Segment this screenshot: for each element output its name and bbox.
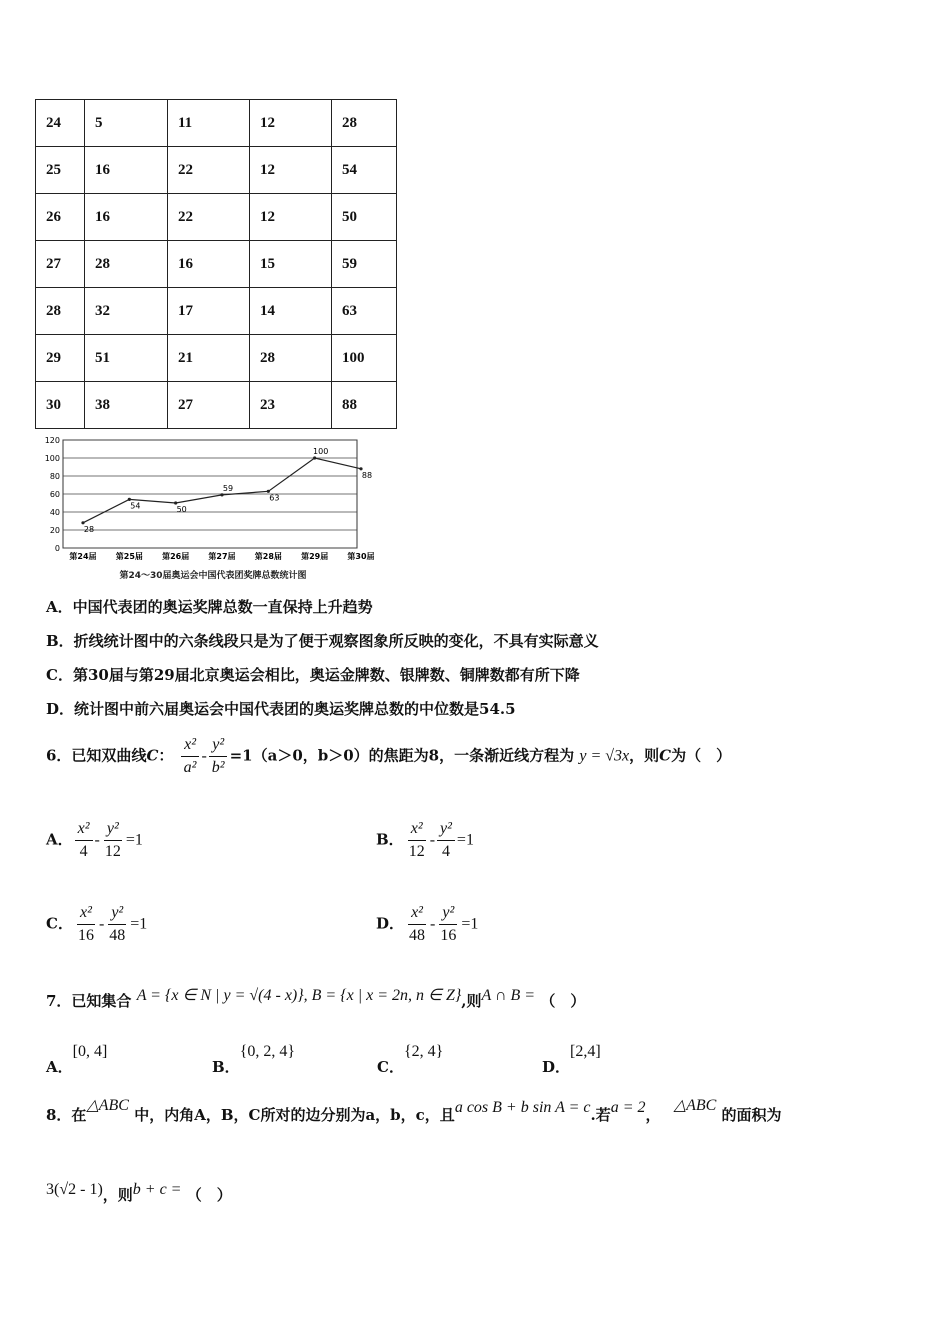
q6-colon: ： xyxy=(158,746,174,765)
chart-x-categories xyxy=(69,551,374,561)
q7-option-d: D．[2,4] xyxy=(542,1043,601,1076)
chart-data-label: 63 xyxy=(269,493,280,503)
q8-expr: b + c = xyxy=(132,1181,182,1198)
q6-option-d: D． $\frac{\text{x²}}{48}$ - $\frac{\text{y²}}{16}$ =1 xyxy=(376,904,479,944)
table-cell: 54 xyxy=(332,147,397,194)
q7-option-b: B．{0, 2, 4} xyxy=(212,1043,296,1076)
q8-mid1: 中，内角A，B，C所对的边分别为a，b，c，且 xyxy=(134,1106,455,1124)
q5-option-d: D．统计图中前六届奥运会中国代表团的奥运奖牌总数的中位数是54.5 xyxy=(46,700,516,718)
table-cell: 25 xyxy=(36,147,85,194)
chart-x-tick-label: 第25届 xyxy=(115,552,143,561)
table-cell: 12 xyxy=(250,194,332,241)
question-7 xyxy=(46,987,586,1011)
table-cell: 16 xyxy=(85,194,168,241)
q7-prefix: 7．已知集合 xyxy=(46,992,132,1010)
table-cell: 26 xyxy=(36,194,85,241)
chart-data-label: 54 xyxy=(130,501,141,511)
q8-mid4: ，则 xyxy=(102,1186,133,1204)
question-8 xyxy=(46,1097,782,1125)
chart-point xyxy=(220,493,223,496)
chart-y-ticks xyxy=(45,436,60,553)
chart-data-label: 100 xyxy=(313,447,329,456)
q6-suffix: ，则 xyxy=(629,746,660,765)
q6-option-c: C． $\frac{\text{x²}}{16}$ - $\frac{\text{y²}}{48}$ =1 xyxy=(46,904,148,944)
table-cell: 16 xyxy=(85,147,168,194)
q6-option-b: B． $\frac{\text{x²}}{12}$ - $\frac{\text{y²}}{4}$ =1 xyxy=(376,820,474,860)
q8-prefix: 8．在 xyxy=(46,1106,87,1124)
chart-point xyxy=(313,456,316,459)
table-row xyxy=(36,194,397,241)
chart-x-tick-label: 第26届 xyxy=(162,552,190,561)
table-cell: 32 xyxy=(85,288,168,335)
q8-triangle: △ABC xyxy=(86,1097,129,1114)
chart-x-tick-label: 第27届 xyxy=(208,552,236,561)
table-cell: 28 xyxy=(250,335,332,382)
chart-y-tick-label: 0 xyxy=(54,544,60,553)
table-cell: 22 xyxy=(168,147,250,194)
q6-asymptote: y = √3x xyxy=(579,747,630,765)
q8-a-eq: a = 2 xyxy=(610,1099,646,1116)
q6-c-label2: C xyxy=(659,746,672,765)
chart-y-tick-label: 100 xyxy=(44,454,60,463)
chart-data-label: 59 xyxy=(222,483,234,493)
chart-y-tick-label: 40 xyxy=(49,508,60,517)
q6-option-a: A． $\frac{\text{x²}}{4}$ - $\frac{\text{y²}}{12}$ =1 xyxy=(46,820,143,860)
q8-condition: a cos B + b sin A = c xyxy=(454,1099,591,1116)
chart-data-label: 50 xyxy=(176,505,187,514)
table-cell: 24 xyxy=(36,100,85,147)
q8-tail: （ ） xyxy=(186,1186,232,1204)
table-cell: 28 xyxy=(36,288,85,335)
table-cell: 30 xyxy=(36,382,85,429)
question-8-line2 xyxy=(46,1181,232,1205)
table-cell: 14 xyxy=(250,288,332,335)
table-row xyxy=(36,241,397,288)
q6-frac-x: $\frac{\text{x²}}{\text{a²}}$ xyxy=(181,736,200,777)
q7-option-a: A．[0, 4] xyxy=(46,1043,108,1076)
q6-condition: （a＞0，b＞0）的焦距为8，一条渐近线方程为 xyxy=(252,746,575,765)
q6-frac-y: $\frac{\text{y²}}{\text{b²}}$ xyxy=(209,736,228,777)
medal-table xyxy=(35,99,397,429)
table-cell: 5 xyxy=(85,100,168,147)
table-cell: 28 xyxy=(85,241,168,288)
chart-x-tick-label: 第24届 xyxy=(69,552,97,561)
q8-triangle2: △ABC xyxy=(673,1097,717,1114)
q6-tail: 为（ ） xyxy=(671,746,732,765)
table-cell: 16 xyxy=(168,241,250,288)
q7-expr: A ∩ B = xyxy=(481,987,536,1004)
table-row xyxy=(36,100,397,147)
q5-option-a: A．中国代表团的奥运奖牌总数一直保持上升趋势 xyxy=(46,598,373,616)
table-cell: 15 xyxy=(250,241,332,288)
table-cell: 17 xyxy=(168,288,250,335)
table-cell: 51 xyxy=(85,335,168,382)
chart-x-tick-label: 第28届 xyxy=(254,552,282,561)
chart-x-tick-label: 第29届 xyxy=(301,552,329,561)
chart-grid xyxy=(63,440,357,548)
table-cell: 100 xyxy=(332,335,397,382)
table-row xyxy=(36,382,397,429)
question-6: 6．已知双曲线C： $\frac{\text{x²}}{\text{a²}}$ - $\frac{\text{y²}}{\text{b²}}$ =1（a＞0，b＞0）的焦距为8，一条渐近线方程为 y = √3x，则C为（ ） xyxy=(46,736,732,776)
q7-sets: A = {x ∈ N | y = √(4 - x)}, B = {x | x = 2n, n ∈ Z} xyxy=(136,987,462,1004)
q6-eq-one: =1 xyxy=(229,746,253,765)
chart-data-labels xyxy=(84,447,372,534)
chart-data-label: 88 xyxy=(361,470,373,480)
table-cell: 23 xyxy=(250,382,332,429)
table-cell: 28 xyxy=(332,100,397,147)
q8-mid2: .若 xyxy=(590,1106,611,1124)
q5-option-b: B．折线统计图中的六条线段只是为了便于观察图象所反映的变化，不具有实际意义 xyxy=(46,632,599,650)
q8-area: 3(√2 - 1) xyxy=(46,1181,103,1198)
q7-tail: （ ） xyxy=(540,992,586,1010)
table-cell: 27 xyxy=(36,241,85,288)
chart-data-label: 28 xyxy=(83,524,95,534)
medal-line-chart xyxy=(35,435,375,583)
q7-option-c: C．{2, 4} xyxy=(377,1043,444,1076)
table-cell: 59 xyxy=(332,241,397,288)
chart-y-tick-label: 60 xyxy=(49,490,60,499)
q6-c-label: C xyxy=(146,746,159,765)
table-cell: 22 xyxy=(168,194,250,241)
q7-mid: ,则 xyxy=(461,992,482,1010)
table-row xyxy=(36,335,397,382)
table-cell: 29 xyxy=(36,335,85,382)
table-row xyxy=(36,147,397,194)
chart-y-tick-label: 80 xyxy=(49,472,60,481)
chart-y-tick-label: 20 xyxy=(49,526,60,535)
table-cell: 63 xyxy=(332,288,397,335)
table-cell: 50 xyxy=(332,194,397,241)
table-cell: 12 xyxy=(250,100,332,147)
table-row xyxy=(36,288,397,335)
q8-comma: ， xyxy=(645,1106,661,1124)
chart-y-tick-label: 120 xyxy=(44,436,60,445)
q6-prefix: 6．已知双曲线 xyxy=(46,746,147,765)
q5-option-c: C．第30届与第29届北京奥运会相比，奥运金牌数、银牌数、铜牌数都有所下降 xyxy=(46,666,580,684)
table-cell: 27 xyxy=(168,382,250,429)
chart-x-tick-label: 第30届 xyxy=(347,552,375,561)
table-cell: 38 xyxy=(85,382,168,429)
chart-title: 第24～30届奥运会中国代表团奖牌总数统计图 xyxy=(119,571,307,581)
table-cell: 88 xyxy=(332,382,397,429)
table-cell: 11 xyxy=(168,100,250,147)
table-cell: 21 xyxy=(168,335,250,382)
q8-mid3: 的面积为 xyxy=(721,1106,782,1124)
table-cell: 12 xyxy=(250,147,332,194)
